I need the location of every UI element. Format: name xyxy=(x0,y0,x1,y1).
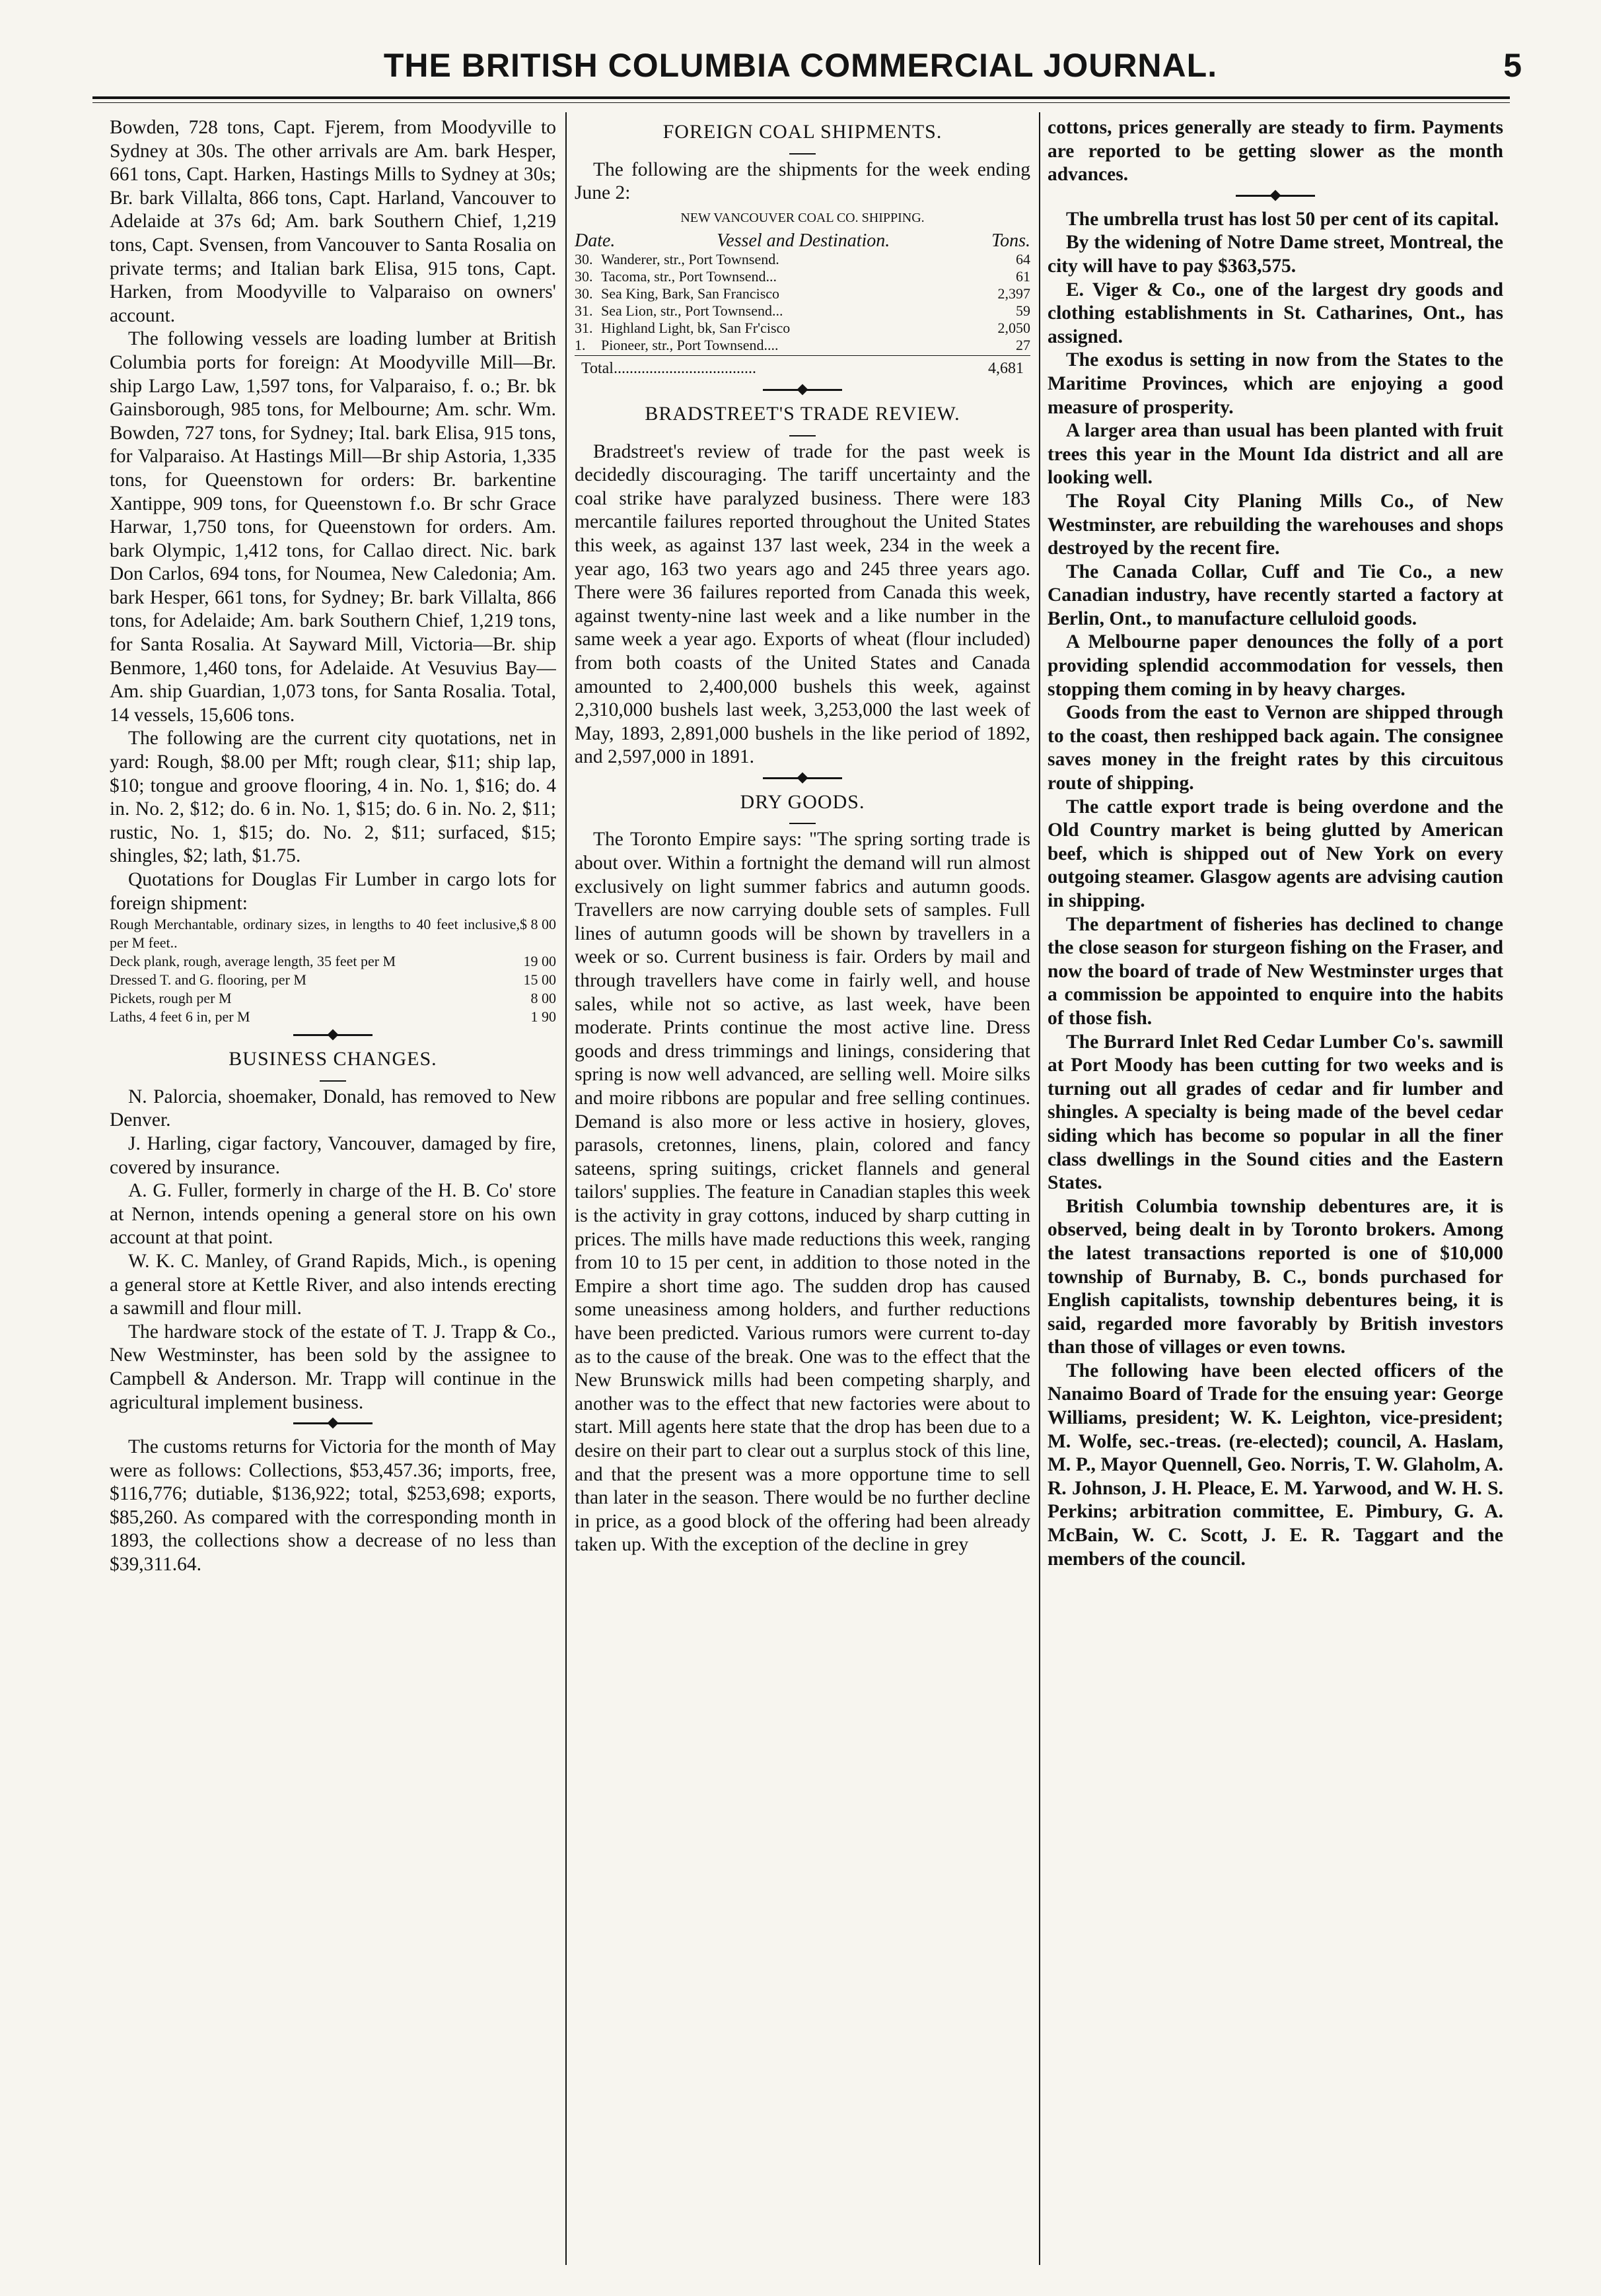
business-item: The hardware stock of the estate of T. J. Trapp & Co., New Westminster, has been sold by the assignee to Campbell & Anderson. Mr. Trapp will continue in the agricultural implement business. xyxy=(110,1321,556,1413)
coal-company-subheading: NEW VANCOUVER COAL CO. SHIPPING. xyxy=(680,210,925,225)
ship-vessel: Highland Light, bk, San Fr'cisco xyxy=(601,320,791,337)
news-item: The cattle export trade is being overdone and the Old Country market is being glutted by American beef, which is shipped out of New York on every outgoing steamer. Glasgow agents are advising caution in shipping. xyxy=(1048,796,1503,911)
heading-dash xyxy=(575,149,1030,158)
business-item: N. Palorcia, shoemaker, Donald, has removed to New Denver. xyxy=(110,1086,556,1131)
table-row xyxy=(110,915,556,952)
ship-vessel: Tacoma, str., Port Townsend... xyxy=(601,268,777,285)
ship-tons: 59 xyxy=(1016,302,1030,320)
section-ornament xyxy=(1048,190,1503,204)
news-item: The Canada Collar, Cuff and Tie Co., a new Canadian industry, have recently started a factory at Berlin, Ont., to manufacture celluloid goods. xyxy=(1048,561,1503,629)
table-row xyxy=(575,337,1030,354)
price-value: 19 00 xyxy=(523,953,556,970)
price-value: 1 90 xyxy=(530,1008,556,1026)
customs-returns-text: The customs returns for Victoria for the month of May were as follows: Collections, $53,457.36; imports, free, $116,776; dutiable, $136,922; total, $253,698; exports, $85,260. As compared with the corresponding month in 1893, the collections show a decrease of no less than $39,311.64. xyxy=(110,1436,556,1576)
header-rule-thin xyxy=(92,102,1510,103)
column-1 xyxy=(110,116,556,2249)
section-ornament xyxy=(110,1417,556,1432)
news-item: Goods from the east to Vernon are shipped through to the coast, then reshipped back again. The consignee saves money in the freight rates by this circuitous route of shipping. xyxy=(1048,702,1503,794)
ship-date: 30. xyxy=(575,251,593,268)
business-changes-heading: BUSINESS CHANGES. xyxy=(229,1048,437,1070)
ship-tons: 61 xyxy=(1016,268,1030,285)
douglas-fir-price-table xyxy=(110,915,556,1026)
business-item: A. G. Fuller, formerly in charge of the H. B. Co' store at Nernon, intends opening a general store on his own account at that point. xyxy=(110,1180,556,1249)
news-item: cottons, prices generally are steady to firm. Payments are reported to be getting slower as the month advances. xyxy=(1048,117,1503,186)
column-2 xyxy=(575,116,1030,2249)
bradstreet-text: Bradstreet's review of trade for the past week is decidedly discouraging. The tariff uncertainty and the coal strike have paralyzed business. There were 183 mercantile failures reported throughout the United States this week, as against 137 last week, 234 in the week a year ago, 163 two years ago and 245 three years ago. There were 36 failures reported from Canada this week, against twenty-nine last week and a like number in the same week a year ago. Exports of wheat (flour included) from both coasts of the United States and Canada amounted to 2,400,000 bushels this week, against 2,310,000 bushels last week, 3,253,000 the last week of May, 1893, 2,891,000 bushels in the like period of 1892, and 2,597,000 in 1891. xyxy=(575,440,1030,768)
header-rule xyxy=(92,96,1510,99)
table-row xyxy=(575,320,1030,337)
news-item: A Melbourne paper denounces the folly of a port providing splendid accommodation for vessels, then stopping them coming in by heavy charges. xyxy=(1048,631,1503,700)
news-item: The following have been elected officers of the Nanaimo Board of Trade for the ensuing year: George Williams, president; W. K. Leighton, vice-president; M. Wolfe, sec.-treas. (re-elected); council, A. Haslam, M. P., Mayor Quennell, Geo. Norris, T. W. Glaholm, A. R. Johnson, J. H. Pleace, E. M. Yarwood, and W. H. S. Perkins; arbitration committee, E. Pimbury, G. A. McBain, W. C. Scott, J. E. R. Taggart and the members of the council. xyxy=(1048,1360,1503,1570)
business-item: W. K. C. Manley, of Grand Rapids, Mich., is opening a general store at Kettle River, and also intends erecting a sawmill and flour mill. xyxy=(110,1250,556,1319)
price-value: 8 00 xyxy=(530,990,556,1007)
douglas-fir-intro: Quotations for Douglas Fir Lumber in cargo lots for foreign shipment: xyxy=(110,869,556,914)
heading-dash xyxy=(575,431,1030,440)
total-value: 4,681 xyxy=(988,360,1024,378)
price-item: Laths, 4 feet 6 in, per M xyxy=(110,1008,250,1026)
col-vessel: Vessel and Destination. xyxy=(717,230,890,252)
price-value: 15 00 xyxy=(523,971,556,989)
dry-goods-text: The Toronto Empire says: "The spring sorting trade is about over. Within a fortnight the demand will run almost exclusively on light summer fabrics and autumn goods. Travellers are now carrying double sets of samples. Full lines of autumn goods will be shown by travellers in a week or so. Current business is fair. Orders by mail and through travellers have come in fairly well, and house sales, while not so active, as last week, have been moderate. Prints continue the most active line. Dress goods and dress trimmings and linings, considering that spring is now well advanced, are selling well. Moire silks and moire ribbons are popular and free selling continues. Demand is also more or less active in hosiery, gloves, parasols, cretonnes, linens, plain, colored and fancy sateens, spring suitings, cricket flannels and general tailors' supplies. The feature in Canadian staples this week is the activity in gray cottons, induced by sharp cutting in prices. The mills have made reductions this week, ranging from 10 to 15 per cent, in addition to those noted in the Empire a short time ago. The sudden drop has caused some uneasiness among holders, and further reductions have been predicted. Various rumors were current to-day as to the cause of the break. One was to the effect that the New Brunswick mills had been competing sharply, and another was to the effect that new factories were about to start. Mill agents here state that the drop has been due to a desire on their part to clear out a surplus stock of this line, and that the present was a more opportune time to sell than later in the season. There would be no further decline in price, as a good block of the offering had been already taken up. With the exception of the decline in grey xyxy=(575,829,1030,1556)
table-row xyxy=(575,285,1030,302)
col-date: Date. xyxy=(575,230,616,252)
ship-tons: 64 xyxy=(1016,251,1030,268)
coal-shipments-table xyxy=(575,251,1030,354)
table-row xyxy=(110,989,556,1008)
news-item: The Burrard Inlet Red Cedar Lumber Co's. sawmill at Port Moody has been cutting for two weeks and is turning out all grades of cedar and fir lumber and shingles. A specialty is being made of the bevel cedar siding which has become so popular in all the finer class dwellings in the Sound cities and the Eastern States. xyxy=(1048,1031,1503,1194)
price-item: Deck plank, rough, average length, 35 feet per M xyxy=(110,953,396,970)
coal-intro: The following are the shipments for the week ending June 2: xyxy=(575,158,1030,204)
news-item: The exodus is setting in now from the States to the Maritime Provinces, which are enjoying a good measure of prosperity. xyxy=(1048,349,1503,418)
ship-date: 30. xyxy=(575,285,593,302)
journal-title: THE BRITISH COLUMBIA COMMERCIAL JOURNAL. xyxy=(383,47,1218,84)
price-item: Pickets, rough per M xyxy=(110,990,232,1007)
masthead xyxy=(0,41,1601,100)
total-label: Total.................................... xyxy=(581,360,756,378)
heading-dash xyxy=(575,819,1030,828)
table-row xyxy=(110,1008,556,1026)
coal-table-header xyxy=(575,231,1030,251)
table-row xyxy=(110,971,556,989)
ship-vessel: Sea King, Bark, San Francisco xyxy=(601,285,780,302)
ship-vessel: Sea Lion, str., Port Townsend... xyxy=(601,302,783,320)
shipping-arrivals-text: Bowden, 728 tons, Capt. Fjerem, from Moodyville to Sydney at 30s. The other arrivals are Am. bark Hesper, 661 tons, Capt. Harken, Hastings Mills to Sydney at 30s; Br. bark Villalta, 866 tons, Capt. Harland, Vancouver to Adelaide at 37s 6d; Am. bark Southern Chief, 1,219 tons, Capt. Svensen, from Vancouver to Santa Rosalia on private terms; and Italian bark Elisa, 915 tons, Capt. Harken, from Moodyville to Valparaiso on owners' account. xyxy=(110,117,556,326)
ship-vessel: Pioneer, str., Port Townsend.... xyxy=(601,337,779,354)
section-ornament xyxy=(575,772,1030,786)
ship-date: 30. xyxy=(575,268,593,285)
ship-tons: 2,397 xyxy=(997,285,1030,302)
coal-shipments-heading: FOREIGN COAL SHIPMENTS. xyxy=(662,121,943,143)
table-row xyxy=(575,268,1030,285)
section-ornament xyxy=(575,384,1030,398)
column-divider xyxy=(1039,112,1040,2265)
table-row xyxy=(110,952,556,971)
news-item: By the widening of Notre Dame street, Montreal, the city will have to pay $363,575. xyxy=(1048,232,1503,277)
news-item: The Royal City Planing Mills Co., of New Westminster, are rebuilding the warehouses and shops destroyed by the recent fire. xyxy=(1048,490,1503,559)
news-item: The department of fisheries has declined to change the close season for sturgeon fishing on the Fraser, and now the board of trade of New Westminster urges that a commission be appointed to enquire into the habits of those fish. xyxy=(1048,913,1503,1029)
bradstreet-heading: BRADSTREET'S TRADE REVIEW. xyxy=(645,402,960,425)
section-ornament xyxy=(110,1029,556,1043)
price-value: $ 8 00 xyxy=(520,916,556,933)
news-item: The umbrella trust has lost 50 per cent of its capital. xyxy=(1066,208,1499,230)
price-item: Dressed T. and G. flooring, per M xyxy=(110,971,306,989)
table-row xyxy=(575,302,1030,320)
business-item: J. Harling, cigar factory, Vancouver, damaged by fire, covered by insurance. xyxy=(110,1132,556,1178)
ship-tons: 27 xyxy=(1016,337,1030,354)
column-divider xyxy=(565,112,567,2265)
city-quotations-text: The following are the current city quotations, net in yard: Rough, $8.00 per Mft; rough clear, $11; ship lap, $10; tongue and groove flooring, 4 in. No. 1, $16; do. 4 in. No. 2, $12; do. 6 in. No. 1, $15; do. 6 in. No. 2, $11; rustic, No. 1, $15; do. No. 2, $11; surfaced, $15; shingles, $2; lath, $1.75. xyxy=(110,728,556,867)
news-item: A larger area than usual has been planted with fruit trees this year in the Mount Ida district and all are looking well. xyxy=(1048,420,1503,489)
ship-date: 31. xyxy=(575,320,593,337)
page-number: 5 xyxy=(1503,47,1522,84)
news-item: British Columbia township debentures are, it is observed, being dealt in by Toronto brokers. Among the latest transactions reported is one of $10,000 township of Burnaby, B. C., bonds purchased for English capitalists, township debentures being, it is said, regarded more favorably by British investors than those of villages or even towns. xyxy=(1048,1195,1503,1358)
price-item: Rough Merchantable, ordinary sizes, in lengths to 40 feet inclusive, per M feet.. xyxy=(110,916,520,952)
coal-total-row xyxy=(575,355,1030,381)
ship-date: 1. xyxy=(575,337,586,354)
news-item: E. Viger & Co., one of the largest dry goods and clothing establishments in St. Catharines, Ont., has assigned. xyxy=(1048,279,1503,347)
table-row xyxy=(575,251,1030,268)
ship-date: 31. xyxy=(575,302,593,320)
vessels-loading-text: The following vessels are loading lumber at British Columbia ports for foreign: At Moodyville Mill—Br. ship Largo Law, 1,597 tons, for Valparaiso, f. o.; Br. bk Gainsborough, 985 tons, for Melbourne; Am. schr. Wm. Bowden, 727 tons, for Sydney; Ital. bark Elisa, 915 tons, for Valparaiso. At Hastings Mill—Br ship Astoria, 1,335 tons, for Queenstown for orders: Br. barkentine Xantippe, 909 tons, for Queenstown f.o. Br schr Grace Harwar, 1,750 tons, for Queenstown for orders. Am. bark Olympic, 1,412 tons, for Callao direct. Nic. bark Don Carlos, 694 tons, for Noumea, New Caledonia; Am. bark Hesper, 661 tons, for Sydney; Br. bark Villalta, 866 tons, for Adelaide; Am. bark Southern Chief, 1,219 tons, for Santa Rosalia. At Sayward Mill, Victoria—Br. ship Benmore, 1,460 tons, for Adelaide. At Vesuvius Bay—Am. ship Guardian, 1,073 tons, for Santa Rosalia. Total, 14 vessels, 15,606 tons. xyxy=(110,328,556,726)
ship-vessel: Wanderer, str., Port Townsend. xyxy=(601,251,779,268)
heading-dash xyxy=(110,1076,556,1086)
column-3 xyxy=(1048,116,1503,2249)
ship-tons: 2,050 xyxy=(997,320,1030,337)
col-tons: Tons. xyxy=(991,230,1030,252)
dry-goods-heading: DRY GOODS. xyxy=(740,790,865,813)
